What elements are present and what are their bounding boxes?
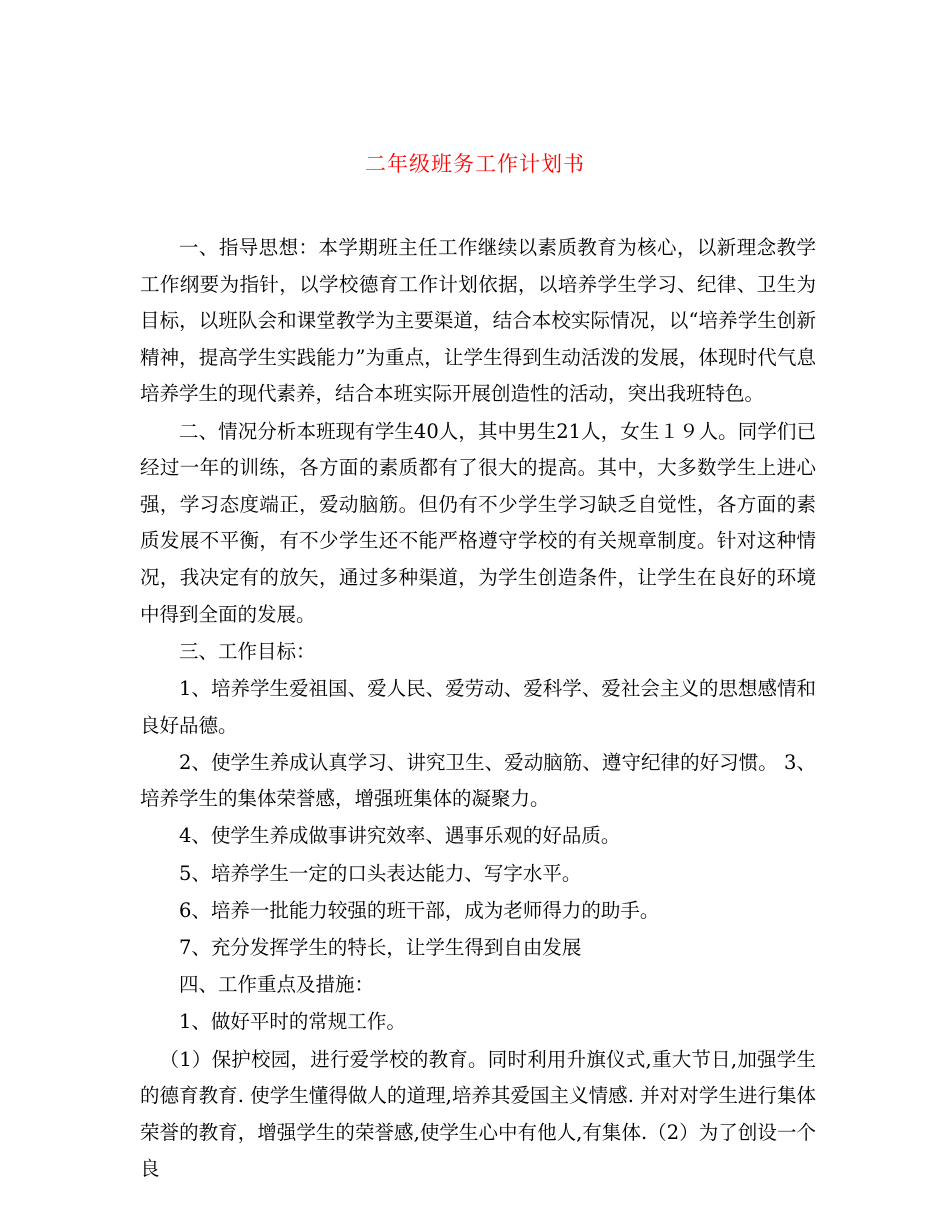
goal-item-6: 6、培养一批能力较强的班干部，成为老师得力的助手。 <box>179 898 660 922</box>
heading-work-goals: 三、工作目标： <box>179 639 316 663</box>
goal-item-7: 7、充分发挥学生的特长，让学生得到自由发展 <box>179 936 582 960</box>
measure-subitem-1: （1）保护校园，进行爱学校的教育。同时利用升旗仪式,重大节日,加强学生的德育教育. 使学生懂得做人的道理,培养其爱国主义情感. 并对对学生进行集体荣誉的教育，增强学生的荣誉感,使学生心中有他人,有集体.（2）为了创设一个良 <box>140 1047 816 1181</box>
goal-item-2-3: 2、使学生养成认真学习、讲究卫生、爱动脑筋、遵守纪律的好习惯。 3、培养学生的集体荣誉感，增强班集体的凝聚力。 <box>140 750 816 811</box>
paragraph-situation-analysis: 二、情况分析本班现有学生40人，其中男生21人，女生１９人。同学们已经过一年的训练，各方面的素质都有了很大的提高。其中，大多数学生上进心强，学习态度端正，爱动脑筋。但仍有不少学生学习缺乏自觉性，各方面的素质发展不平衡，有不少学生还不能严格遵守学校的有关规章制度。针对这种情况，我决定有的放矢，通过多种渠道，为学生创造条件，让学生在良好的环境中得到全面的发展。 <box>140 419 816 626</box>
document-body <box>140 230 816 1189</box>
measure-item-1: 1、做好平时的常规工作。 <box>179 1010 406 1034</box>
document-title: 二年级班务工作计划书 <box>365 152 585 176</box>
goal-item-5: 5、培养学生一定的口头表达能力、写字水平。 <box>179 861 582 885</box>
goal-item-4: 4、使学生养成做事讲究效率、遇事乐观的好品质。 <box>179 824 621 848</box>
goal-item-1: 1、培养学生爱祖国、爱人民、爱劳动、爱科学、爱社会主义的思想感情和良好品德。 <box>140 676 816 737</box>
paragraph-guiding-ideology: 一、指导思想：本学期班主任工作继续以素质教育为核心，以新理念教学工作纲要为指针，以学校德育工作计划依据，以培养学生学习、纪律、卫生为目标，以班队会和课堂教学为主要渠道，结合本校实际情况，以“培养学生创新精神，提高学生实践能力”为重点，让学生得到生动活泼的发展，体现时代气息培养学生的现代素养，结合本班实际开展创造性的活动，突出我班特色。 <box>140 236 816 406</box>
heading-key-work-measures: 四、工作重点及措施： <box>179 973 375 997</box>
